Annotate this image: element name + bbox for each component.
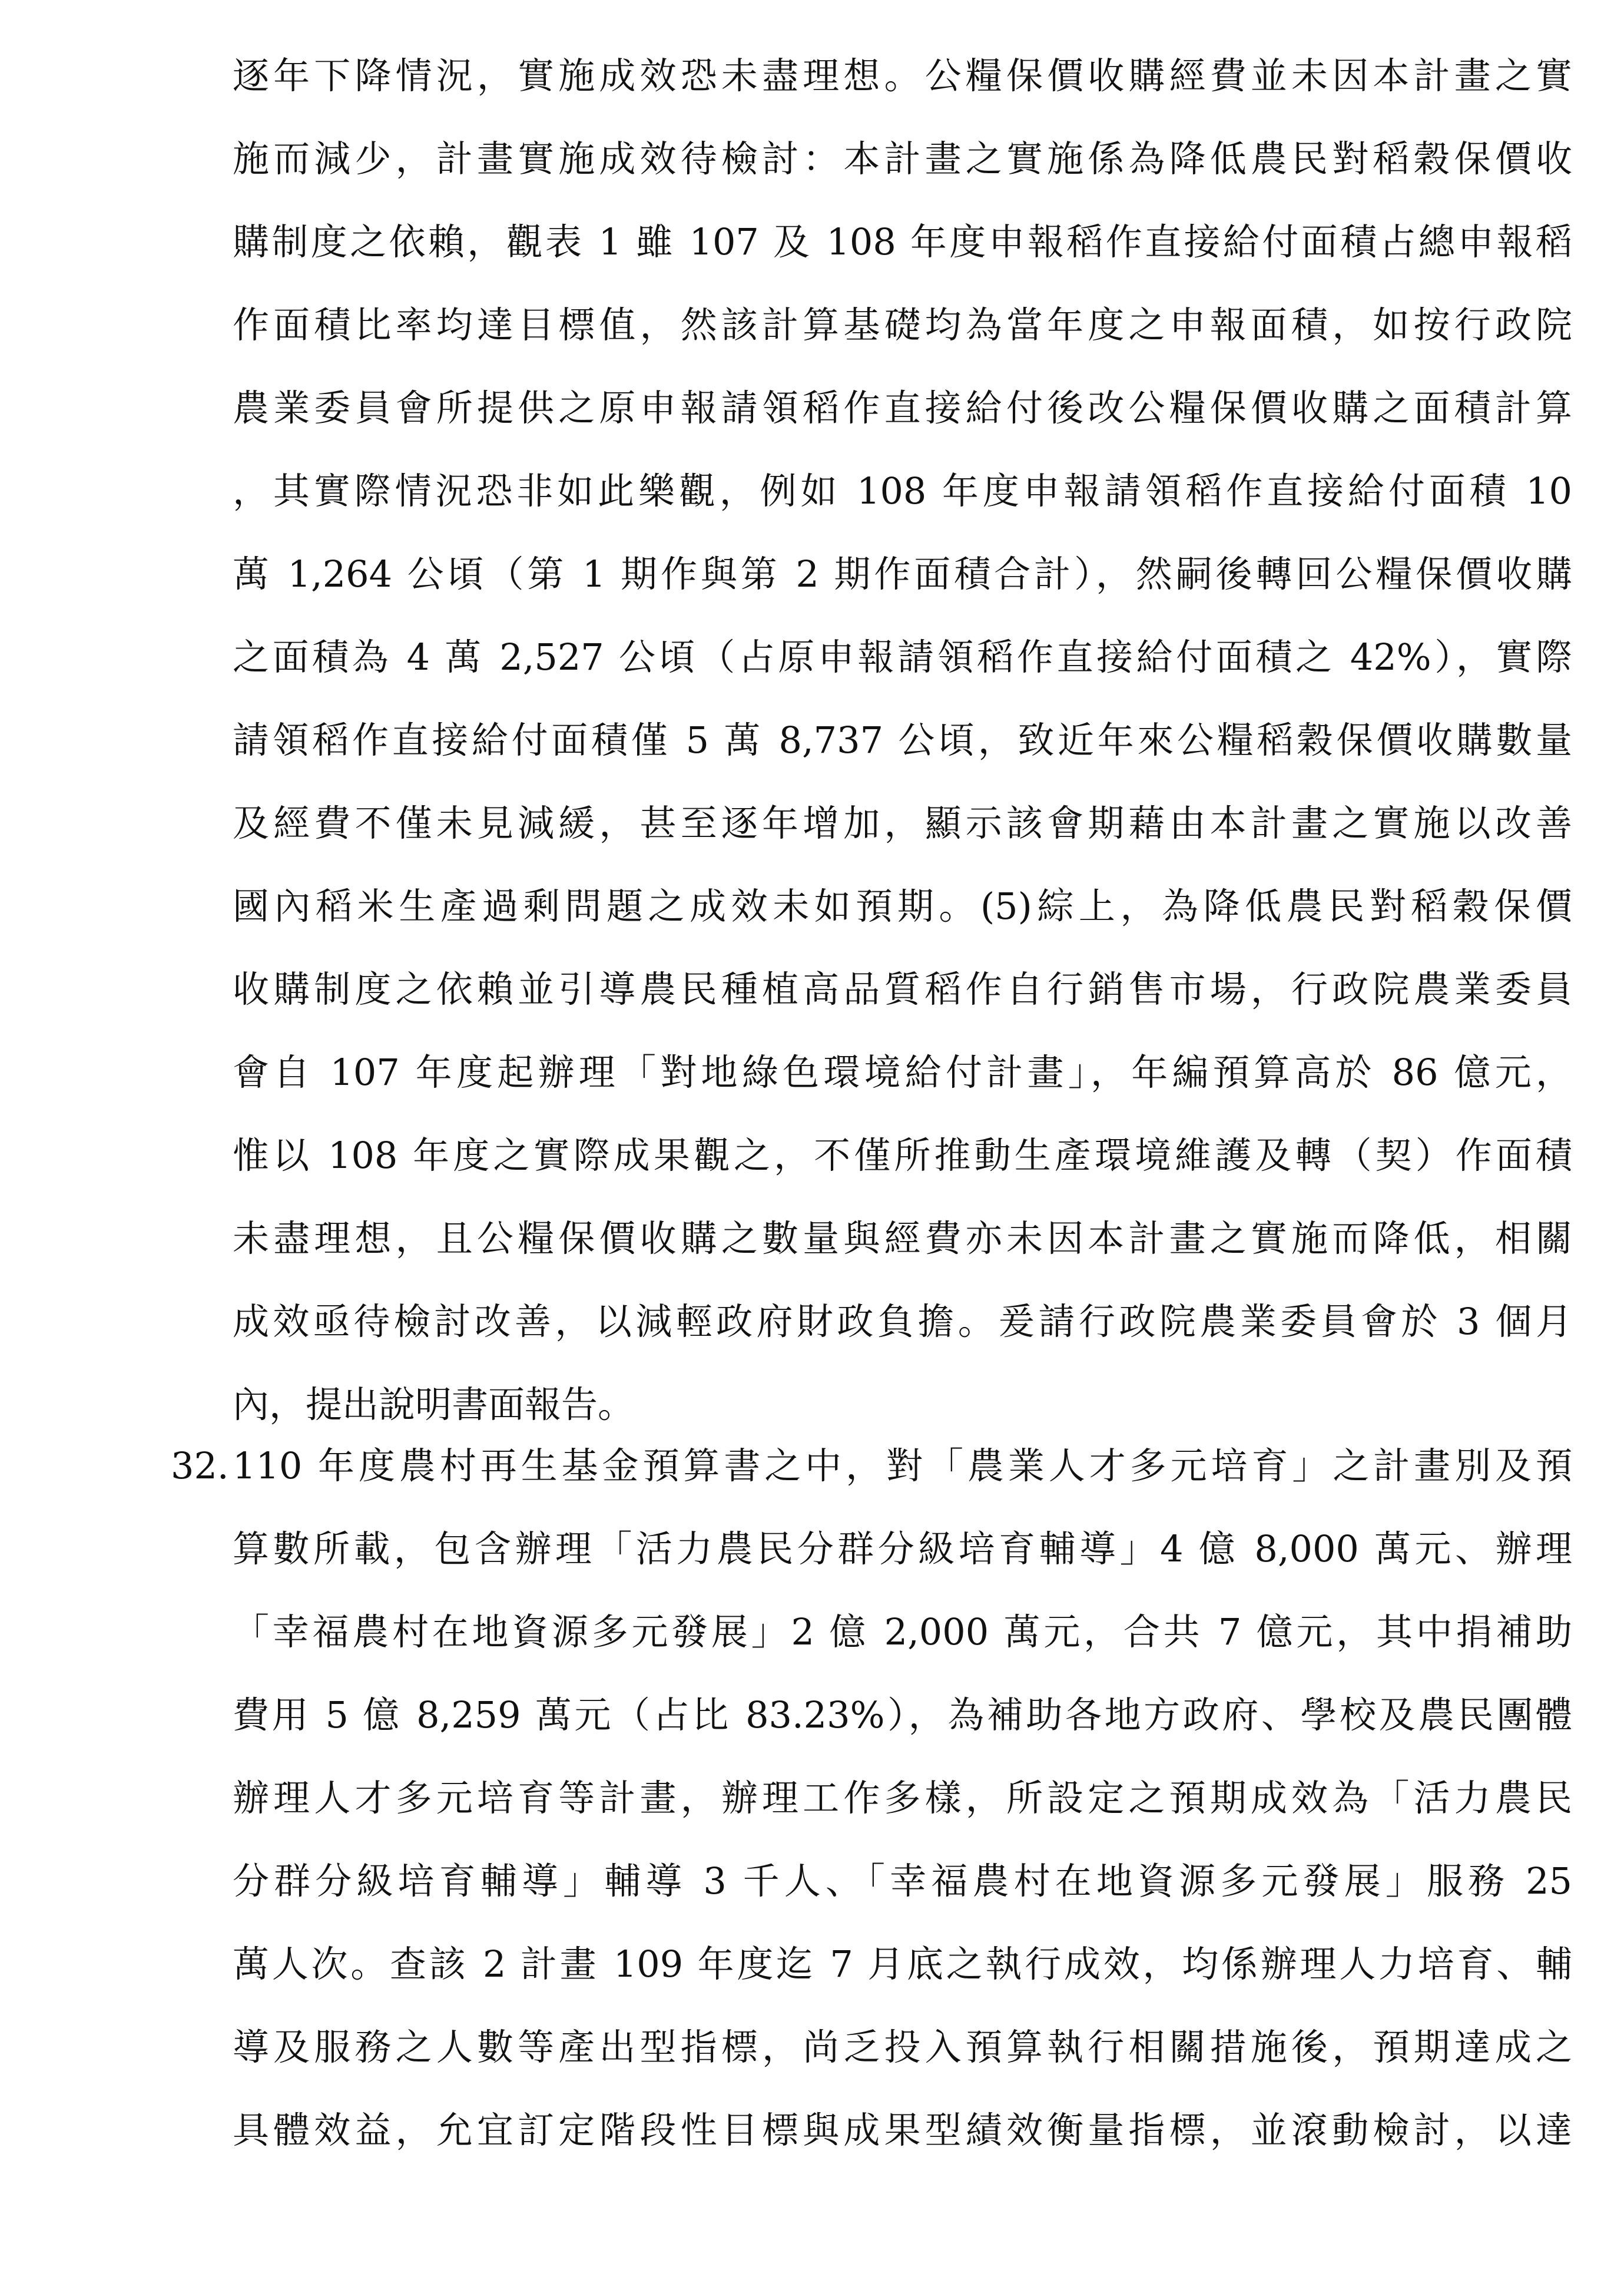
paragraph-line: 辦理人才多元培育等計畫，辦理工作多樣，所設定之預期成效為「活力農民: [233, 1776, 1572, 1819]
paragraph-line: 收購制度之依賴並引導農民種植高品質稻作自行銷售市場，行政院農業委員: [233, 968, 1572, 1011]
paragraph-line: 內，提出說明書面報告。: [233, 1383, 635, 1426]
paragraph-line: 110 年度農村再生基金預算書之中，對「農業人才多元培育」之計畫別及預: [233, 1444, 1572, 1487]
paragraph-line: 「幸福農村在地資源多元發展」2 億 2,000 萬元，合共 7 億元，其中捐補助: [233, 1610, 1572, 1653]
item-number: 32.: [171, 1444, 229, 1487]
paragraph-line: 國內稻米生產過剩問題之成效未如預期。(5)綜上，為降低農民對稻穀保價: [233, 885, 1572, 928]
paragraph-line: 施而減少，計畫實施成效待檢討：本計畫之實施係為降低農民對稻穀保價收: [233, 137, 1572, 180]
paragraph-line: 萬人次。查該 2 計畫 109 年度迄 7 月底之執行成效，均係辦理人力培育、輔: [233, 1943, 1572, 1986]
paragraph-line: 作面積比率均達目標值，然該計算基礎均為當年度之申報面積，如按行政院: [233, 303, 1572, 346]
paragraph-line: 成效亟待檢討改善，以減輕政府財政負擔。爰請行政院農業委員會於 3 個月: [233, 1300, 1572, 1343]
paragraph-line: 算數所載，包含辦理「活力農民分群分級培育輔導」4 億 8,000 萬元、辦理: [233, 1527, 1572, 1570]
paragraph-line: 未盡理想，且公糧保價收購之數量與經費亦未因本計畫之實施而降低，相關: [233, 1217, 1572, 1260]
paragraph-line: 導及服務之人數等產出型指標，尚乏投入預算執行相關措施後，預期達成之: [233, 2026, 1572, 2069]
paragraph-line: 請領稻作直接給付面積僅 5 萬 8,737 公頃，致近年來公糧稻穀保價收購數量: [233, 719, 1572, 762]
paragraph-line: 及經費不僅未見減緩，甚至逐年增加，顯示該會期藉由本計畫之實施以改善: [233, 802, 1572, 845]
paragraph-line: 之面積為 4 萬 2,527 公頃（占原申報請領稻作直接給付面積之 42%），實際: [233, 636, 1572, 679]
paragraph-line: 惟以 108 年度之實際成果觀之，不僅所推動生產環境維護及轉（契）作面積: [233, 1134, 1572, 1177]
paragraph-line: 具體效益，允宜訂定階段性目標與成果型績效衡量指標，並滾動檢討，以達: [233, 2109, 1572, 2152]
item-32-paragraph: [233, 1424, 1572, 2172]
paragraph-line: 萬 1,264 公頃（第 1 期作與第 2 期作面積合計），然嗣後轉回公糧保價收購: [233, 552, 1572, 595]
paragraph-line: 農業委員會所提供之原申報請領稻作直接給付後改公糧保價收購之面積計算: [233, 386, 1572, 429]
paragraph-line: 會自 107 年度起辦理「對地綠色環境給付計畫」，年編預算高於 86 億元，: [233, 1051, 1572, 1094]
paragraph-line: ，其實際情況恐非如此樂觀，例如 108 年度申報請領稻作直接給付面積 10: [233, 469, 1572, 512]
paragraph-line: 費用 5 億 8,259 萬元（占比 83.23%），為補助各地方政府、學校及農民團體: [233, 1693, 1572, 1736]
paragraph-line: 分群分級培育輔導」輔導 3 千人、「幸福農村在地資源多元發展」服務 25: [233, 1859, 1572, 1902]
continuation-paragraph: [233, 34, 1572, 1446]
paragraph-line: 購制度之依賴，觀表 1 雖 107 及 108 年度申報稻作直接給付面積占總申報稻: [233, 220, 1572, 263]
paragraph-line: 逐年下降情況，實施成效恐未盡理想。公糧保價收購經費並未因本計畫之實: [233, 54, 1572, 97]
